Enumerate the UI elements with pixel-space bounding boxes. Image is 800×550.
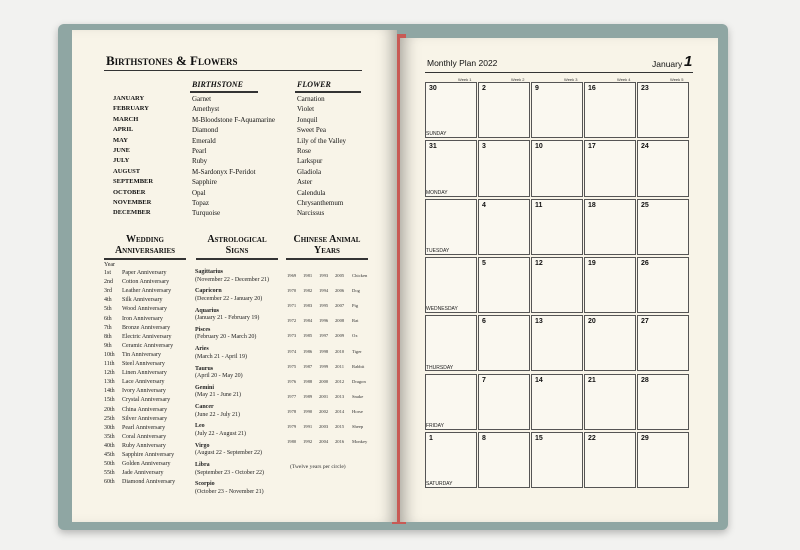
day-cell[interactable]	[425, 374, 477, 430]
animal-year-cell: 1985	[303, 333, 313, 339]
day-cell[interactable]	[584, 199, 636, 255]
day-cell[interactable]	[637, 140, 689, 196]
sign-name: Sagittarius	[195, 269, 224, 275]
month-name-cell: JUNE	[113, 147, 130, 154]
header-rule	[425, 72, 693, 73]
day-number: 17	[588, 143, 596, 151]
animal-name: Rabbit	[352, 363, 365, 369]
month-name-cell: JANUARY	[113, 95, 145, 102]
day-cell[interactable]	[584, 140, 636, 196]
week-label: Week 2	[511, 77, 525, 82]
day-number: 18	[588, 201, 596, 209]
day-cell[interactable]	[584, 315, 636, 371]
day-cell[interactable]	[478, 82, 530, 138]
day-cell[interactable]	[531, 82, 583, 138]
anniversary-gift: Ruby Anniversary	[122, 442, 166, 449]
astro-title-line2: Signs	[225, 245, 249, 256]
anniversary-number: 8th	[104, 333, 112, 340]
day-number: 9	[535, 85, 539, 92]
day-number: 1	[429, 434, 433, 442]
animal-year-cell: 2003	[319, 424, 329, 429]
weekday-label: MONDAY	[426, 189, 448, 196]
sign-dates: (January 21 - February 19)	[195, 315, 260, 322]
flower-rule	[295, 91, 361, 93]
animal-year-cell: 2006	[335, 288, 345, 294]
animal-year-cell: 2012	[335, 378, 345, 384]
animal-name: Rat	[352, 318, 359, 324]
day-number: 23	[641, 85, 649, 92]
anniversary-gift: Silver Anniversary	[122, 415, 168, 422]
wedding-title	[100, 234, 190, 256]
anniversary-gift: Golden Anniversary	[122, 461, 171, 468]
anniversary-number: 11th	[104, 361, 115, 367]
animal-year-cell: 1976	[287, 378, 297, 384]
animal-year-cell: 2011	[335, 363, 345, 369]
animal-year-cell: 1995	[319, 303, 329, 309]
day-number: 6	[482, 318, 486, 326]
animal-name: Snake	[352, 393, 364, 399]
weekday-label: SUNDAY	[426, 131, 447, 138]
sign-name: Cancer	[195, 404, 214, 411]
animal-year-cell: 2015	[335, 424, 345, 429]
sign-name: Pisces	[195, 326, 211, 333]
anniversary-gift: Ceramic Anniversary	[122, 342, 174, 349]
day-cell[interactable]	[531, 257, 583, 313]
animal-year-cell: 1980	[287, 439, 297, 445]
anniversary-gift: Diamond Anniversary	[122, 479, 176, 486]
anniversary-gift: China Anniversary	[122, 406, 168, 413]
animal-name: Pig	[352, 303, 359, 309]
flower-cell: Chrysanthemum	[297, 199, 344, 207]
sign-name: Libra	[195, 462, 210, 468]
anniversary-gift: Linen Anniversary	[122, 370, 167, 377]
sign-dates: (April 20 - May 20)	[195, 373, 243, 379]
anniversary-gift: Jade Anniversary	[122, 470, 164, 477]
animal-name: Dragon	[352, 378, 366, 384]
anniversary-gift: Steel Anniversary	[122, 361, 165, 367]
animal-year-cell: 1977	[287, 393, 297, 399]
day-number: 10	[535, 143, 543, 151]
birthstone-cell: Pearl	[192, 147, 207, 155]
weekday-label: SATURDAY	[426, 481, 453, 488]
animal-year-cell: 1990	[303, 408, 313, 414]
flower-cell: Larkspur	[297, 157, 323, 166]
animal-year-cell: 2016	[335, 439, 345, 445]
birthstone-cell: Turquoise	[192, 209, 221, 218]
day-cell[interactable]	[531, 374, 583, 430]
day-cell[interactable]	[637, 257, 689, 313]
week-label: Week 3	[564, 77, 578, 82]
anniversary-number: 4th	[104, 297, 112, 304]
flower-cell: Calendula	[297, 188, 326, 197]
sign-dates: (December 22 - January 20)	[195, 295, 263, 302]
day-number: 16	[588, 85, 596, 92]
animal-year-cell: 2013	[335, 393, 345, 399]
anniversary-number: 55th	[104, 470, 115, 477]
month-name-cell: AUGUST	[113, 167, 141, 175]
month-name-cell: SEPTEMBER	[113, 178, 154, 186]
day-number: 25	[641, 201, 649, 209]
plan-title: Monthly Plan 2022	[427, 58, 498, 68]
anniversary-gift: Pearl Anniversary	[122, 424, 166, 431]
animal-year-cell: 2014	[335, 408, 345, 414]
day-cell[interactable]	[584, 257, 636, 313]
anniversary-number: 10th	[104, 351, 115, 358]
twelve-years-note: (Twelve years per circle)	[290, 464, 346, 470]
anniversary-number: 3rd	[104, 288, 112, 295]
week-label: Week 5	[670, 77, 684, 82]
day-cell[interactable]	[531, 315, 583, 371]
anniversary-number: 30th	[104, 424, 115, 431]
sign-dates: (September 23 - October 22)	[195, 469, 264, 476]
animal-year-cell: 1973	[287, 333, 297, 339]
month-name-cell: APRIL	[113, 126, 134, 134]
animal-year-cell: 2000	[319, 378, 329, 384]
wedding-title-line1: Wedding	[125, 234, 164, 245]
month-name-cell: FEBRUARY	[113, 105, 149, 113]
chinese-title-line2: Years	[314, 245, 340, 256]
wedding-rule	[104, 258, 186, 260]
weekday-label: WEDNESDAY	[426, 306, 458, 313]
day-number: 3	[482, 143, 486, 151]
sign-name: Taurus	[195, 365, 214, 372]
anniversary-gift: Coral Anniversary	[122, 433, 167, 440]
animal-year-cell: 1986	[303, 348, 313, 354]
weekday-label: TUESDAY	[426, 247, 450, 254]
month-name-cell: DECEMBER	[113, 209, 151, 217]
birthstone-cell: Opal	[192, 188, 206, 197]
birthstones-title: Birthstones & Flowers	[106, 53, 238, 68]
anniversary-gift: Sapphire Anniversary	[122, 452, 175, 458]
anniversary-number: 2nd	[104, 279, 113, 286]
anniversary-gift: Cotton Anniversary	[122, 279, 170, 286]
day-cell[interactable]	[478, 199, 530, 255]
day-cell[interactable]	[478, 374, 530, 430]
day-cell[interactable]	[425, 199, 477, 255]
week-label: Week 1	[458, 77, 472, 82]
animal-year-cell: 1983	[303, 303, 313, 309]
animal-name: Dog	[352, 288, 360, 294]
animal-year-cell: 1996	[319, 318, 329, 324]
weekday-label: THURSDAY	[426, 364, 454, 371]
animal-year-cell: 1975	[287, 363, 297, 369]
birthstone-cell: Garnet	[192, 95, 212, 103]
day-cell[interactable]	[637, 315, 689, 371]
animal-year-cell: 1970	[287, 288, 297, 294]
day-number: 4	[482, 201, 486, 209]
sign-dates: (June 22 - July 21)	[195, 411, 240, 418]
day-number: 29	[641, 434, 649, 442]
day-number: 7	[482, 376, 486, 384]
day-cell[interactable]	[478, 257, 530, 313]
animal-name: Chicken	[352, 273, 368, 278]
animal-year-cell: 1987	[303, 363, 313, 369]
day-cell[interactable]	[637, 374, 689, 430]
sign-name: Gemini	[195, 384, 214, 391]
anniversary-gift: Electric Anniversary	[122, 333, 172, 340]
anniversary-gift: Iron Anniversary	[122, 315, 163, 322]
animal-name: Sheep	[352, 424, 364, 429]
day-cell[interactable]	[425, 82, 477, 138]
day-cell[interactable]	[425, 432, 477, 488]
animal-year-cell: 1988	[303, 378, 313, 384]
animal-year-cell: 1971	[287, 303, 297, 309]
weekday-label: FRIDAY	[426, 422, 444, 429]
animal-year-cell: 1994	[319, 288, 329, 294]
anniversary-gift: Tin Anniversary	[122, 351, 161, 358]
flower-cell: Violet	[297, 105, 315, 114]
animal-year-cell: 1993	[319, 273, 329, 278]
week-label: Week 4	[617, 77, 631, 82]
flower-cell: Carnation	[297, 95, 325, 103]
day-number: 26	[641, 259, 649, 267]
day-cell[interactable]	[531, 140, 583, 196]
animal-year-cell: 2007	[335, 303, 345, 309]
anniversary-gift: Wood Anniversary	[122, 306, 168, 313]
birthstone-cell: Emerald	[192, 136, 216, 145]
sign-name: Virgo	[195, 442, 210, 449]
birthstone-cell: M-Sardonyx F-Peridot	[192, 167, 256, 176]
anniversary-gift: Silk Anniversary	[122, 297, 163, 304]
day-number: 24	[641, 143, 649, 151]
day-number: 31	[429, 143, 437, 151]
day-cell[interactable]	[531, 199, 583, 255]
birthstone-rule	[190, 91, 258, 93]
title-rule	[104, 70, 362, 71]
day-number: 21	[588, 376, 596, 384]
animal-year-cell: 2010	[335, 348, 345, 354]
animal-year-cell: 1979	[287, 424, 297, 429]
flower-cell: Aster	[297, 178, 313, 187]
day-number: 2	[482, 85, 486, 92]
day-cell[interactable]	[478, 140, 530, 196]
day-cell[interactable]	[584, 374, 636, 430]
sign-dates: (July 22 - August 21)	[195, 430, 246, 437]
birthstone-header: BIRTHSTONE	[192, 80, 243, 89]
day-cell[interactable]	[584, 432, 636, 488]
anniversary-number: 14th	[104, 388, 115, 395]
animal-name: Ox	[352, 333, 358, 339]
anniversary-gift: Bronze Anniversary	[122, 324, 171, 331]
wedding-title-line2: Anniversaries	[114, 245, 176, 256]
day-cell[interactable]	[478, 432, 530, 488]
anniversary-number: 25th	[104, 415, 115, 422]
anniversary-number: 45th	[104, 452, 115, 458]
animal-year-cell: 1991	[303, 424, 313, 429]
day-number: 15	[535, 434, 543, 442]
day-number: 13	[535, 318, 543, 326]
animal-year-cell: 1982	[303, 288, 313, 294]
animal-year-cell: 1992	[303, 439, 313, 445]
animal-year-cell: 1997	[319, 333, 329, 339]
chinese-title-line1: Chinese Animal	[293, 234, 361, 245]
flower-header: FLOWER	[297, 80, 331, 89]
day-number: 8	[482, 434, 486, 442]
animal-year-cell: 2004	[319, 439, 329, 445]
day-number: 11	[535, 201, 543, 209]
day-number: 19	[588, 259, 596, 267]
anniversary-gift: Paper Anniversary	[122, 270, 167, 276]
anniversary-number: 13th	[104, 379, 115, 386]
birthstone-cell: M-Bloodstone F-Aquamarine	[192, 115, 276, 124]
sign-dates: (November 22 - December 21)	[195, 276, 269, 283]
anniversary-number: 50th	[104, 461, 115, 468]
anniversary-gift: Ivory Anniversary	[122, 388, 166, 395]
day-cell[interactable]	[637, 82, 689, 138]
birthstone-cell: Sapphire	[192, 178, 217, 187]
chinese-rule	[286, 258, 368, 260]
day-cell[interactable]	[531, 432, 583, 488]
animal-year-cell: 2008	[335, 318, 345, 324]
day-cell[interactable]	[584, 82, 636, 138]
animal-name: Monkey	[352, 439, 368, 445]
anniversary-number: 60th	[104, 479, 115, 486]
flower-cell: Rose	[297, 147, 311, 155]
flower-cell: Gladiola	[297, 167, 322, 176]
animal-year-cell: 1974	[287, 348, 297, 354]
animal-year-cell: 1999	[319, 363, 329, 369]
anniversary-number: 35th	[104, 433, 115, 440]
chinese-title	[283, 234, 371, 256]
anniversary-number: 1st	[104, 270, 112, 276]
animal-name: Tiger	[352, 348, 362, 354]
sign-dates: (August 22 - September 22)	[195, 450, 262, 457]
sign-name: Capricorn	[195, 288, 222, 295]
birthstone-cell: Diamond	[192, 126, 219, 135]
animal-year-cell: 1969	[287, 273, 297, 278]
sign-name: Leo	[195, 423, 205, 430]
animal-year-cell: 1984	[303, 318, 313, 324]
day-number: 20	[588, 318, 596, 326]
day-cell[interactable]	[425, 140, 477, 196]
anniversary-gift: Crystal Anniversary	[122, 397, 171, 404]
month-name-cell: MARCH	[113, 115, 139, 123]
anniversary-gift: Leather Anniversary	[122, 288, 172, 295]
sign-dates: (October 23 - November 21)	[195, 488, 264, 495]
day-cell[interactable]	[637, 199, 689, 255]
month-number: 1	[684, 53, 693, 70]
day-cell[interactable]	[425, 257, 477, 313]
day-number: 12	[535, 259, 543, 267]
day-number: 22	[588, 434, 596, 442]
animal-name: Horse	[352, 408, 363, 414]
month-name-cell: OCTOBER	[113, 188, 146, 196]
anniversary-number: 5th	[104, 306, 112, 313]
animal-year-cell: 2001	[319, 393, 329, 399]
animal-year-cell: 2009	[335, 333, 345, 339]
day-number: 30	[429, 85, 437, 92]
anniversary-number: 6th	[104, 315, 112, 322]
sign-dates: (February 20 - March 20)	[195, 334, 257, 341]
animal-year-cell: 1998	[319, 348, 329, 354]
animal-year-cell: 1981	[303, 273, 313, 278]
sign-name: Aquarius	[195, 307, 220, 314]
animal-year-cell: 1989	[303, 393, 313, 399]
anniversary-number: 7th	[104, 324, 112, 331]
year-label: Year	[104, 262, 116, 268]
anniversary-number: 9th	[104, 342, 112, 349]
month-name-cell: MAY	[113, 136, 128, 144]
day-number: 14	[535, 376, 543, 384]
sign-dates: (March 21 - April 19)	[195, 353, 247, 360]
day-cell[interactable]	[425, 315, 477, 371]
month-name: January	[652, 59, 683, 69]
calendar-grid	[425, 82, 691, 490]
birthstone-cell: Ruby	[192, 157, 208, 166]
sign-dates: (May 21 - June 21)	[195, 392, 241, 399]
day-number: 27	[641, 318, 649, 326]
flower-cell: Jonquil	[297, 115, 318, 124]
month-name-cell: NOVEMBER	[113, 199, 152, 206]
animal-year-cell: 1978	[287, 408, 297, 414]
flower-cell: Lily of the Valley	[297, 136, 347, 145]
day-number: 28	[641, 376, 649, 384]
astro-title-line1: Astrological	[207, 234, 267, 245]
anniversary-number: 15th	[104, 397, 115, 404]
day-number: 5	[482, 259, 486, 267]
day-cell[interactable]	[637, 432, 689, 488]
animal-year-cell: 2002	[319, 408, 329, 414]
sign-name: Scorpio	[195, 481, 215, 488]
astro-rule	[196, 258, 278, 260]
anniversary-number: 12th	[104, 370, 115, 377]
flower-cell: Narcissus	[297, 209, 325, 218]
birthstone-cell: Topaz	[192, 199, 210, 207]
flower-cell: Sweet Pea	[297, 126, 326, 135]
anniversary-number: 20th	[104, 406, 115, 413]
month-name-cell: JULY	[113, 157, 130, 165]
animal-year-cell: 2005	[335, 273, 345, 278]
birthstone-cell: Amethyst	[192, 105, 220, 114]
animal-year-cell: 1972	[287, 318, 297, 324]
sign-name: Aries	[195, 346, 209, 353]
day-cell[interactable]	[478, 315, 530, 371]
astro-title	[192, 234, 282, 256]
anniversary-gift: Lace Anniversary	[122, 379, 165, 386]
anniversary-number: 40th	[104, 442, 115, 449]
